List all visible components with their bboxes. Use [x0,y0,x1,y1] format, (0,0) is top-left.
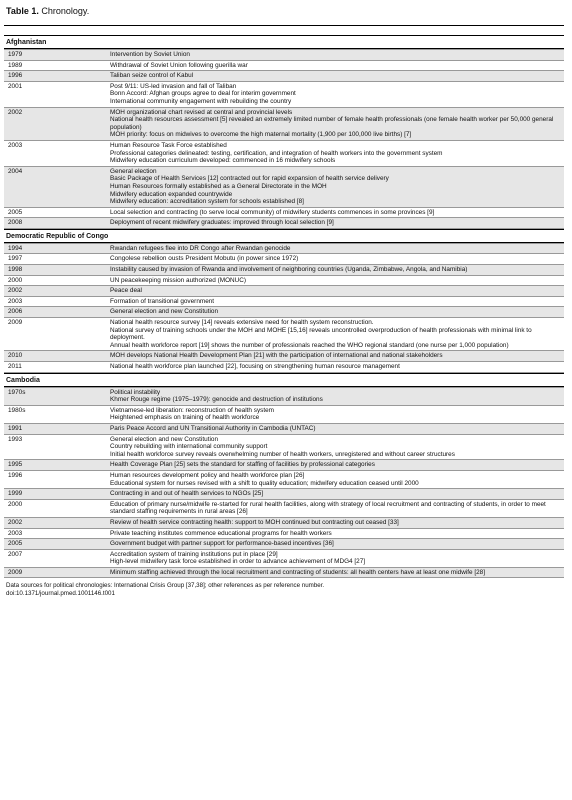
table-row [4,71,564,82]
caption-label: Table 1. [6,6,39,16]
event-cell [106,307,564,318]
event-line: General election [110,167,157,175]
table-row [4,296,564,307]
event-line: Withdrawal of Soviet Union following guerilla war [110,61,248,69]
table-row [4,423,564,434]
event-line: General election and new Constitution [110,435,218,443]
event-line: Midwifery education curriculum developed: commenced in 16 midwifery schools [110,157,336,165]
table-row [4,275,564,286]
table-row [4,362,564,373]
event-line: Heightened emphasis on training of health workforce [110,414,260,422]
event-cell [106,218,564,229]
event-cell [106,275,564,286]
table-row [4,539,564,550]
year-cell: 1994 [4,243,106,254]
section-table [4,49,564,229]
event-line: Private teaching institutes commence educational programs for health workers [110,529,332,537]
event-cell [106,460,564,471]
table-row [4,549,564,567]
year-cell: 2004 [4,166,106,207]
year-cell: 1997 [4,254,106,265]
event-line: MOH develops National Health Development Plan [21] with the participation of international and national stakeholders [110,352,443,360]
event-cell [106,434,564,460]
table-row [4,387,564,405]
table-row [4,434,564,460]
year-cell: 2005 [4,207,106,218]
year-cell: 2000 [4,275,106,286]
event-line: Human Resources formally established as a General Directorate in the MOH [110,182,327,190]
event-line: Congolese rebellion ousts President Mobutu (in power since 1972) [110,255,299,263]
table-row [4,81,564,107]
event-line: Instability caused by invasion of Rwanda and involvement of neighboring countries (Uganda, Zimbabwe, Angola, and Namibia) [110,266,468,274]
event-line: MOH organizational chart revised at central and provincial levels [110,108,293,116]
event-line: Post 9/11: US-led invasion and fall of Taliban [110,82,237,90]
table-row [4,50,564,61]
event-cell [106,362,564,373]
event-line: Initial health workforce survey reveals overwhelming number of health workers, unregistered and without career structures [110,450,455,458]
event-line: Health Coverage Plan [25] sets the standard for staffing of facilities by professional categories [110,461,375,469]
event-cell [106,470,564,488]
event-line: Human Resource Task Force established [110,141,227,149]
event-line: Rwandan refugees flee into DR Congo after Rwandan genocide [110,244,291,252]
table-row [4,470,564,488]
footnote-doi: doi:10.1371/journal.pmed.1001146.t001 [6,590,115,598]
event-line: National survey of training schools under the MOH and MOHE [15,16] reveals uncontrolled overproduction of health professionals with minimal link to deployment. [110,326,532,342]
event-line: Educational system for nurses revised with a shift to quality education; midwifery education ceased until 2000 [110,479,419,487]
year-cell: 2002 [4,286,106,297]
section-header: Afghanistan [4,35,564,49]
caption-title: Chronology. [41,6,90,16]
table-row [4,528,564,539]
event-cell [106,423,564,434]
event-line: MOH priority: focus on midwives to overcome the high maternal mortality (1,900 per 100,000 live births) [7] [110,131,412,139]
top-rule [4,25,564,26]
event-line: Taliban seize control of Kabul [110,72,194,80]
table-row [4,265,564,276]
year-cell: 1991 [4,423,106,434]
table-row [4,60,564,71]
event-line: Professional categories delineated: testing, certification, and integration of health workers into the government system [110,149,443,157]
event-line: Peace deal [110,287,142,295]
event-cell [106,140,564,166]
footnote-sources: Data sources for political chronologies: International Crisis Group [37,38]; other references as per reference number. [6,582,325,590]
event-line: Intervention by Soviet Union [110,51,190,58]
event-cell [106,489,564,500]
event-line: National health resource survey [14] reveals extensive need for health system reconstruction. [110,319,374,327]
table-row [4,243,564,254]
year-cell: 1993 [4,434,106,460]
year-cell: 1970s [4,387,106,405]
event-line: Political instability [110,388,161,396]
table-row [4,499,564,517]
table-row [4,318,564,351]
section-table [4,243,564,373]
event-line: Midwifery education expanded countrywide [110,190,233,198]
table-row [4,351,564,362]
section-header: Democratic Republic of Congo [4,229,564,243]
year-cell: 1998 [4,265,106,276]
event-line: Basic Package of Health Services [12] contracted out for rapid expansion of health service delivery [110,175,389,183]
event-cell [106,539,564,550]
event-cell [106,254,564,265]
event-line: Formation of transitional government [110,297,215,305]
event-line: National health resources assessment [5] revealed an extremely limited number of female health professionals (one female health worker per 50,000 general population) [110,116,554,131]
event-line: General election and new Constitution [110,308,218,316]
event-cell [106,318,564,351]
event-cell [106,296,564,307]
year-cell: 2011 [4,362,106,373]
table-row [4,254,564,265]
year-cell: 2010 [4,351,106,362]
event-line: Education of primary nurse/midwife re-started for rural health facilities, along with strategy of local recruitment and contracting of students, in order to meet standard staffing requirements in rural areas [26] [110,500,546,516]
event-line: Annual health workforce report [19] shows the number of professionals reached the WHO regional standard (one nurse per 1,000 population) [110,341,509,349]
year-cell: 2009 [4,567,106,578]
event-line: Country rebuilding with international community support [110,443,268,451]
event-line: Paris Peace Accord and UN Transitional Authority in Cambodia (UNTAC) [110,424,316,432]
year-cell: 1996 [4,71,106,82]
table-row [4,286,564,297]
event-line: High-level midwifery task force established in order to advance achievement of MDG4 [27] [110,558,366,566]
event-cell [106,528,564,539]
event-line: Deployment of recent midwifery graduates: improved through local selection [9] [110,219,334,227]
year-cell: 2000 [4,499,106,517]
year-cell: 1980s [4,405,106,423]
table-row [4,218,564,229]
event-cell [106,549,564,567]
event-line: International community engagement with rebuilding the country [110,97,292,105]
table-caption [6,6,564,17]
table-row [4,140,564,166]
event-cell [106,499,564,517]
year-cell: 2002 [4,517,106,528]
table-row [4,405,564,423]
table-row [4,489,564,500]
year-cell: 1999 [4,489,106,500]
year-cell: 2007 [4,549,106,567]
event-line: Contracting in and out of health services to NGOs [25] [110,490,264,498]
year-cell: 2005 [4,539,106,550]
event-line: Midwifery education: accreditation system for schools established [8] [110,198,304,206]
year-cell: 1979 [4,50,106,61]
table-container [4,0,564,598]
year-cell: 1995 [4,460,106,471]
event-cell [106,50,564,61]
event-line: Local selection and contracting (to serve local community) of midwifery students commences in some provinces [9] [110,208,435,216]
event-line: Human resources development policy and health workforce plan [26] [110,471,305,479]
event-line: Vietnamese-led liberation: reconstruction of health system [110,406,274,414]
year-cell: 2003 [4,296,106,307]
event-cell [106,60,564,71]
table-row [4,107,564,140]
table-row [4,517,564,528]
event-cell [106,81,564,107]
year-cell: 2006 [4,307,106,318]
event-cell [106,351,564,362]
event-cell [106,71,564,82]
table-footnotes [6,582,564,598]
table-row [4,166,564,207]
event-cell [106,286,564,297]
year-cell: 2002 [4,107,106,140]
year-cell: 2009 [4,318,106,351]
year-cell: 1989 [4,60,106,71]
section-header: Cambodia [4,373,564,387]
event-line: Minimum staffing achieved through the local recruitment and contracting of students: all health centers have at least one midwife [28] [110,568,486,576]
event-cell [106,166,564,207]
section-table [4,387,564,579]
table-row [4,307,564,318]
event-line: Accreditation system of training institutions put in place [29] [110,550,278,558]
year-cell: 1996 [4,470,106,488]
event-line: Government budget with partner support for performance-based incentives [36] [110,540,334,548]
chronology-sections [4,35,564,578]
table-row [4,460,564,471]
event-cell [106,517,564,528]
event-line: Review of health service contracting health: support to MOH continued but contracting out ceased [33] [110,518,399,526]
year-cell: 2001 [4,81,106,107]
year-cell: 2003 [4,140,106,166]
event-line: Khmer Rouge regime (1975–1979): genocide and destruction of institutions [110,396,323,404]
event-line: UN peacekeeping mission authorized (MONUC) [110,276,247,284]
event-cell [106,243,564,254]
event-cell [106,265,564,276]
event-cell [106,207,564,218]
year-cell: 2003 [4,528,106,539]
event-cell [106,107,564,140]
event-cell [106,405,564,423]
table-row [4,207,564,218]
event-cell [106,567,564,578]
table-row [4,567,564,578]
event-cell [106,387,564,405]
year-cell: 2008 [4,218,106,229]
event-line: National health workforce plan launched [22], focusing on strengthening human resource management [110,363,400,370]
event-line: Bonn Accord: Afghan groups agree to deal for interim government [110,90,296,98]
